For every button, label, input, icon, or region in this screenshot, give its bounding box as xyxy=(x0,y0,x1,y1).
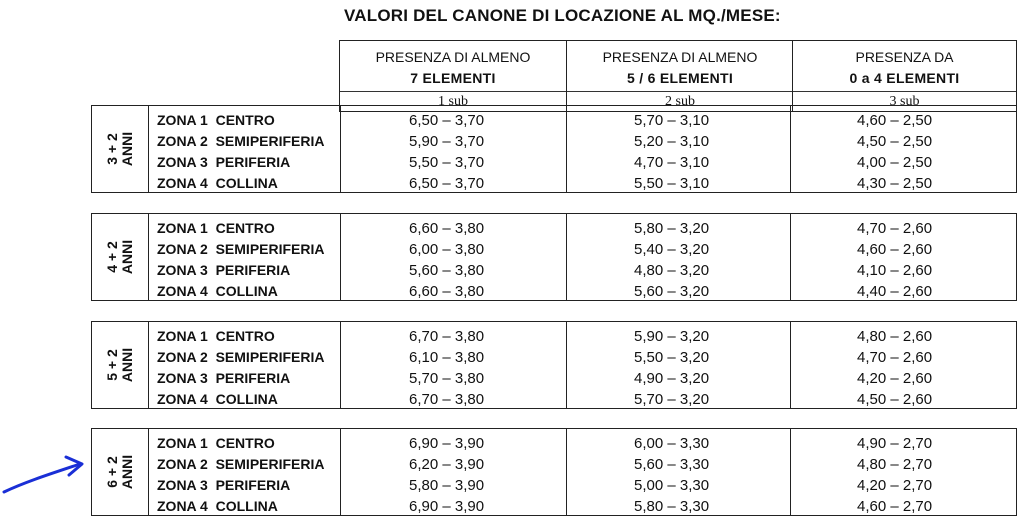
value-col-3: 4,60 – 2,50 xyxy=(857,112,933,129)
zone-name: ZONA 2 SEMIPERIFERIA xyxy=(157,241,325,257)
value-col-1: 6,20 – 3,90 xyxy=(409,456,485,473)
value-col-2: 5,50 – 3,10 xyxy=(634,175,710,192)
header-col-1 xyxy=(340,41,566,111)
table-row xyxy=(149,173,1016,194)
value-col-2: 5,20 – 3,10 xyxy=(634,133,710,150)
value-col-1: 6,90 – 3,90 xyxy=(409,498,485,515)
value-col-1: 5,60 – 3,80 xyxy=(409,262,485,279)
value-col-2: 5,60 – 3,20 xyxy=(634,283,710,300)
value-col-3: 4,60 – 2,70 xyxy=(857,498,933,515)
years-label-cell xyxy=(92,106,149,192)
value-col-1: 6,70 – 3,80 xyxy=(409,328,485,345)
years-label xyxy=(105,348,135,382)
value-col-3: 4,40 – 2,60 xyxy=(857,283,933,300)
zone-name: ZONA 4 COLLINA xyxy=(157,283,278,299)
header-col-3 xyxy=(792,41,1016,111)
header-col-2-sub: 2 sub xyxy=(567,91,793,112)
years-label-bottom: ANNI xyxy=(119,347,135,383)
value-col-3: 4,60 – 2,60 xyxy=(857,241,933,258)
value-col-1: 6,70 – 3,80 xyxy=(409,391,485,408)
value-col-2: 5,50 – 3,20 xyxy=(634,349,710,366)
zone-name: ZONA 1 CENTRO xyxy=(157,220,275,236)
table-row xyxy=(149,281,1016,302)
document-title: VALORI DEL CANONE DI LOCAZIONE AL MQ./MESE: xyxy=(344,6,781,25)
header-col-1-line2: 7 ELEMENTI xyxy=(410,70,496,86)
value-col-3: 4,50 – 2,60 xyxy=(857,391,933,408)
table-row xyxy=(149,433,1016,454)
zone-name: ZONA 3 PERIFERIA xyxy=(157,262,291,278)
zone-name: ZONA 4 COLLINA xyxy=(157,391,278,407)
years-label-top: 3 + 2 xyxy=(104,133,120,165)
header-col-3-line2: 0 a 4 ELEMENTI xyxy=(849,70,960,86)
value-col-2: 4,90 – 3,20 xyxy=(634,370,710,387)
table-group-2 xyxy=(91,213,1017,301)
table-row xyxy=(149,496,1016,517)
value-col-1: 6,60 – 3,80 xyxy=(409,283,485,300)
value-col-3: 4,00 – 2,50 xyxy=(857,154,933,171)
years-label xyxy=(105,455,135,489)
zone-name: ZONA 4 COLLINA xyxy=(157,498,278,514)
value-col-3: 4,80 – 2,70 xyxy=(857,456,933,473)
years-label-bottom: ANNI xyxy=(119,454,135,490)
table-group-4 xyxy=(91,428,1017,516)
value-col-3: 4,10 – 2,60 xyxy=(857,262,933,279)
value-col-2: 5,80 – 3,30 xyxy=(634,498,710,515)
years-label-bottom: ANNI xyxy=(119,131,135,167)
value-col-2: 5,70 – 3,10 xyxy=(634,112,710,129)
column-header xyxy=(339,40,1017,112)
years-label xyxy=(105,132,135,166)
value-col-1: 5,90 – 3,70 xyxy=(409,133,485,150)
zone-name: ZONA 1 CENTRO xyxy=(157,435,275,451)
table-row xyxy=(149,368,1016,389)
value-col-3: 4,20 – 2,70 xyxy=(857,477,933,494)
zone-name: ZONA 2 SEMIPERIFERIA xyxy=(157,133,325,149)
value-col-1: 6,60 – 3,80 xyxy=(409,220,485,237)
years-label-top: 6 + 2 xyxy=(104,456,120,488)
value-col-1: 5,80 – 3,90 xyxy=(409,477,485,494)
years-label-cell xyxy=(92,429,149,515)
table-row xyxy=(149,389,1016,410)
value-col-1: 5,70 – 3,80 xyxy=(409,370,485,387)
years-label-top: 4 + 2 xyxy=(104,241,120,273)
table-row xyxy=(149,239,1016,260)
value-col-1: 5,50 – 3,70 xyxy=(409,154,485,171)
value-col-3: 4,80 – 2,60 xyxy=(857,328,933,345)
zone-name: ZONA 3 PERIFERIA xyxy=(157,370,291,386)
value-col-1: 6,10 – 3,80 xyxy=(409,349,485,366)
header-col-2-line2: 5 / 6 ELEMENTI xyxy=(626,70,734,86)
value-col-2: 5,60 – 3,30 xyxy=(634,456,710,473)
zone-name: ZONA 3 PERIFERIA xyxy=(157,477,291,493)
value-col-1: 6,50 – 3,70 xyxy=(409,175,485,192)
zone-name: ZONA 4 COLLINA xyxy=(157,175,278,191)
value-col-2: 5,00 – 3,30 xyxy=(634,477,710,494)
zone-name: ZONA 3 PERIFERIA xyxy=(157,154,291,170)
header-col-1-line1: PRESENZA DI ALMENO xyxy=(375,49,531,65)
value-col-2: 4,70 – 3,10 xyxy=(634,154,710,171)
value-col-3: 4,20 – 2,60 xyxy=(857,370,933,387)
value-col-1: 6,90 – 3,90 xyxy=(409,435,485,452)
header-col-3-line1: PRESENZA DA xyxy=(855,49,954,65)
header-col-1-sub: 1 sub xyxy=(340,91,566,112)
value-col-1: 6,00 – 3,80 xyxy=(409,241,485,258)
zone-name: ZONA 2 SEMIPERIFERIA xyxy=(157,349,325,365)
header-col-2 xyxy=(566,41,793,111)
header-col-3-sub: 3 sub xyxy=(793,91,1016,112)
value-col-2: 4,80 – 3,20 xyxy=(634,262,710,279)
zone-name: ZONA 1 CENTRO xyxy=(157,112,275,128)
years-label-cell xyxy=(92,214,149,300)
table-row xyxy=(149,110,1016,131)
value-col-3: 4,70 – 2,60 xyxy=(857,220,933,237)
value-col-2: 5,90 – 3,20 xyxy=(634,328,710,345)
value-col-3: 4,30 – 2,50 xyxy=(857,175,933,192)
blue-arrow-annotation xyxy=(0,448,90,498)
value-col-3: 4,50 – 2,50 xyxy=(857,133,933,150)
table-row xyxy=(149,260,1016,281)
table-row xyxy=(149,475,1016,496)
value-col-2: 5,80 – 3,20 xyxy=(634,220,710,237)
header-col-2-line1: PRESENZA DI ALMENO xyxy=(602,49,758,65)
value-col-3: 4,90 – 2,70 xyxy=(857,435,933,452)
years-label xyxy=(105,240,135,274)
years-label-top: 5 + 2 xyxy=(104,349,120,381)
table-row xyxy=(149,454,1016,475)
zone-name: ZONA 2 SEMIPERIFERIA xyxy=(157,456,325,472)
value-col-2: 5,70 – 3,20 xyxy=(634,391,710,408)
years-label-bottom: ANNI xyxy=(119,239,135,275)
table-group-1 xyxy=(91,105,1017,193)
table-row xyxy=(149,131,1016,152)
value-col-3: 4,70 – 2,60 xyxy=(857,349,933,366)
table-row xyxy=(149,152,1016,173)
table-row xyxy=(149,326,1016,347)
zone-name: ZONA 1 CENTRO xyxy=(157,328,275,344)
value-col-1: 6,50 – 3,70 xyxy=(409,112,485,129)
table-row xyxy=(149,347,1016,368)
table-row xyxy=(149,218,1016,239)
years-label-cell xyxy=(92,322,149,408)
value-col-2: 5,40 – 3,20 xyxy=(634,241,710,258)
table-group-3 xyxy=(91,321,1017,409)
value-col-2: 6,00 – 3,30 xyxy=(634,435,710,452)
